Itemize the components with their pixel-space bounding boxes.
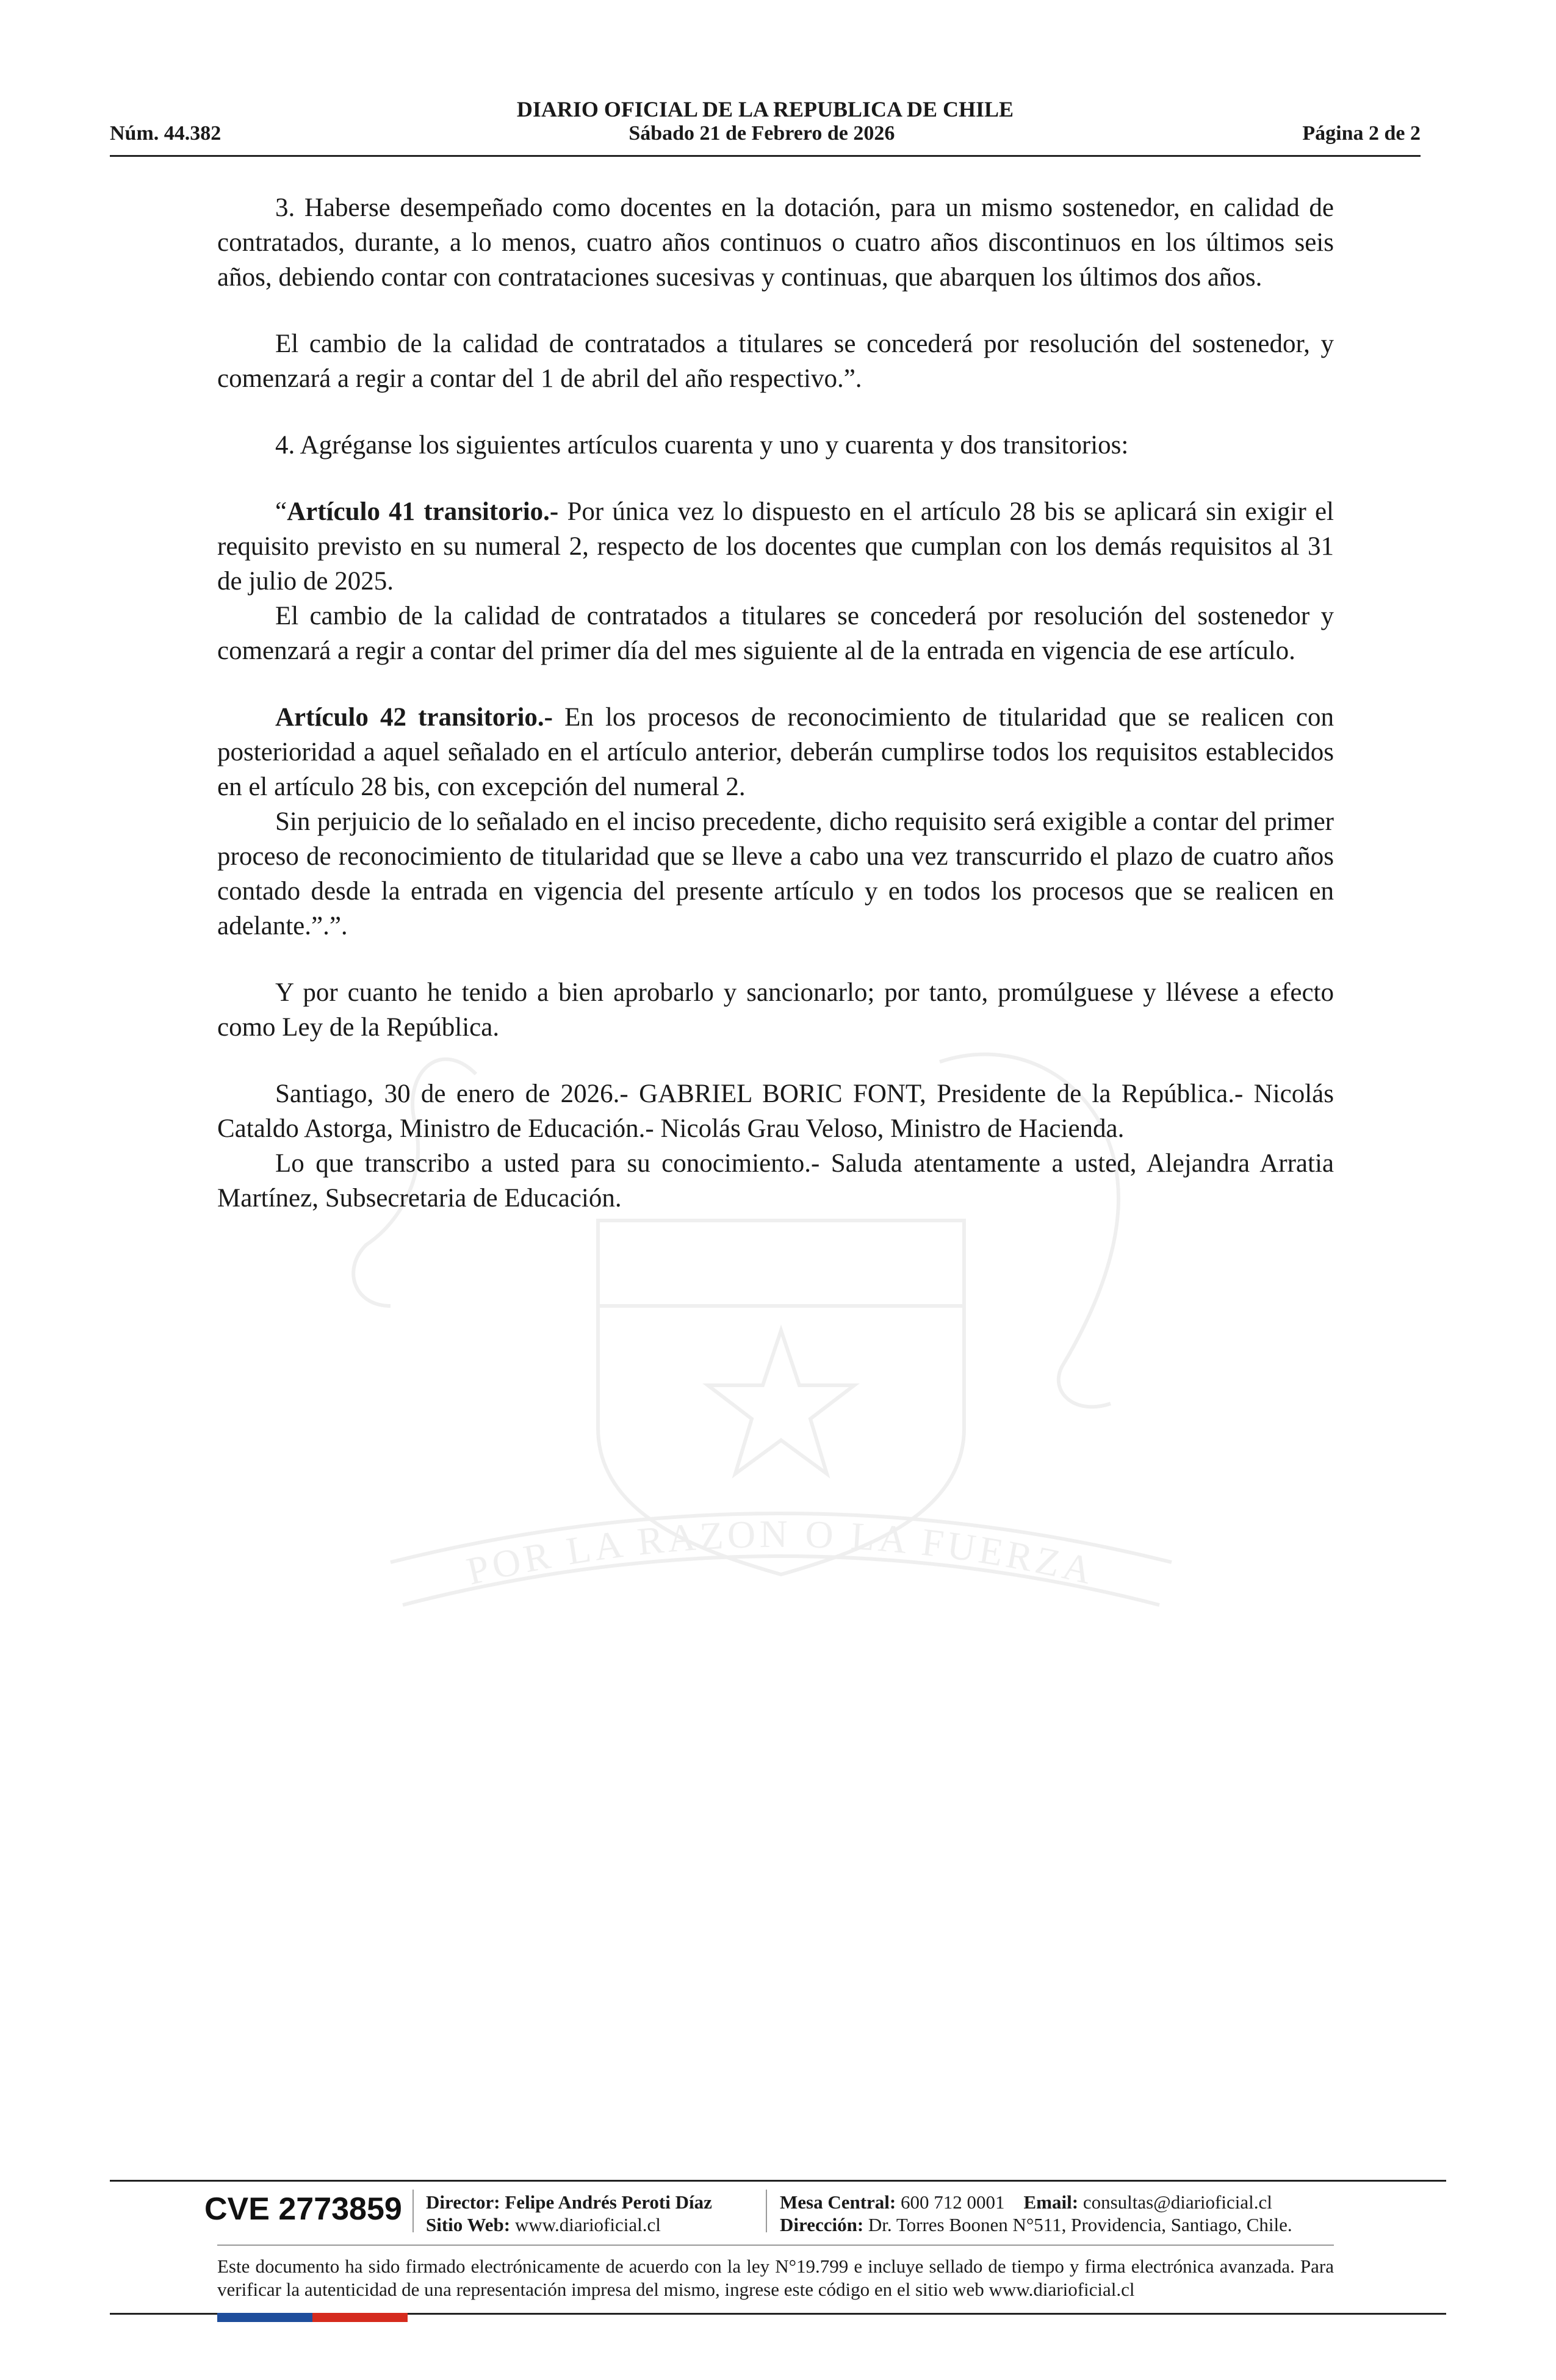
footer-mid-rule (217, 2245, 1334, 2246)
paragraph-article-42-second: Sin perjuicio de lo señalado en el inciso precedente, dicho requisito será exigible a contar del primer proceso de reconocimiento de titularidad que se lleve a cabo una vez transcurrido el plazo de cuatro años contado desde la entrada en vigencia del presente artículo y en todos los procesos que se realicen en adelante.”.”. (217, 807, 1334, 940)
paragraph-transcription: Lo que transcribo a usted para su conocimiento.- Saluda atentamente a usted, Alejandra Arratia Martínez, Subsecretaria de Educación. (217, 1149, 1334, 1213)
flag-blue-bar (217, 2313, 312, 2322)
article-42-text: En los procesos de reconocimiento de titularidad que se realicen con posterioridad a aquel señalado en el artículo anterior, deberán cumplirse todos los requisitos establecidos en el artículo 28 bis, con excepción del numeral 2. (217, 703, 1334, 801)
paragraph-article-41-second: El cambio de la calidad de contratados a titulares se concederá por resolución del sostenedor y comenzará a regir a contar del primer día del mes siguiente al de la entrada en vigencia de ese artículo. (217, 602, 1334, 665)
paragraph-titulares-change: El cambio de la calidad de contratados a titulares se concederá por resolución del sostenedor, y comenzará a regir a contar del 1 de abril del año respectivo.”. (217, 330, 1334, 393)
issue-number: Núm. 44.382 (110, 122, 222, 145)
paragraph-promulgation: Y por cuanto he tenido a bien aprobarlo y sancionarlo; por tanto, promúlguese y llévese a efecto como Ley de la República. (217, 978, 1334, 1042)
director-label: Director: (426, 2191, 500, 2213)
email-label: Email: (1023, 2191, 1079, 2213)
opening-quote: “ (275, 497, 287, 526)
mesa-phone: 600 712 0001 (901, 2191, 1005, 2213)
article-41-text: Por única vez lo dispuesto en el artículo 28 bis se aplicará sin exigir el requisito previsto en su numeral 2, respecto de los docentes que cumplan con los demás requisitos al 31 de julio de 2025. (217, 497, 1334, 596)
paragraph-article-42 (217, 700, 1334, 804)
article-42-heading: Artículo 42 transitorio.- (275, 703, 553, 732)
address-label: Dirección: (780, 2214, 864, 2235)
mesa-label: Mesa Central: (780, 2191, 896, 2213)
footer-top-rule (110, 2180, 1446, 2182)
cve-code: CVE 2773859 (204, 2191, 402, 2227)
website-label: Sitio Web: (426, 2214, 511, 2235)
issue-date: Sábado 21 de Febrero de 2026 (629, 122, 895, 145)
newspaper-title: DIARIO OFICIAL DE LA REPUBLICA DE CHILE (516, 97, 1014, 121)
email-link[interactable]: consultas@diarioficial.cl (1082, 2191, 1272, 2213)
flag-red-bar (312, 2313, 408, 2322)
page-number: Página 2 de 2 (1302, 122, 1421, 145)
seal-motto: POR LA RAZON O LA FUERZA (463, 1512, 1100, 1593)
document-body (217, 190, 1334, 1247)
footer-contact-block (780, 2191, 1292, 2236)
paragraph-article-41 (217, 494, 1334, 599)
director-name: Felipe Andrés Peroti Díaz (505, 2191, 712, 2213)
paragraph-signatures: Santiago, 30 de enero de 2026.- GABRIEL BORIC FONT, Presidente de la República.- Nicolás Cataldo Astorga, Ministro de Educación.- Nicolás Grau Veloso, Ministro de Hacienda. (217, 1080, 1334, 1143)
header-rule (110, 155, 1421, 157)
address-value: Dr. Torres Boonen N°511, Providencia, Santiago, Chile. (868, 2214, 1292, 2235)
footer-director-block (426, 2191, 712, 2236)
shield-star (708, 1330, 854, 1474)
footer-separator (412, 2190, 414, 2232)
footer-separator (766, 2190, 767, 2232)
website-link[interactable]: www.diarioficial.cl (514, 2214, 661, 2235)
paragraph-numeral-3: 3. Haberse desempeñado como docentes en la dotación, para un mismo sostenedor, en calidad de contratados, durante, a lo menos, cuatro años continuos o cuatro años discontinuos en los últimos seis años, debiendo contar con contrataciones sucesivas y continuas, que abarquen los últimos dos años. (217, 193, 1334, 292)
header-row (110, 122, 1421, 145)
legal-notice: Este documento ha sido firmado electrónicamente de acuerdo con la ley N°19.799 e incluye sellado de tiempo y firma electrónica avanzada. Para verificar la autenticidad de una representación impresa del mismo, ingrese este código en el sitio web www.diarioficial.cl (217, 2256, 1334, 2300)
article-41-heading: Artículo 41 transitorio.- (287, 497, 559, 526)
page-header (110, 93, 1421, 157)
paragraph-numeral-4: 4. Agréganse los siguientes artículos cuarenta y uno y cuarenta y dos transitorios: (275, 431, 1129, 460)
